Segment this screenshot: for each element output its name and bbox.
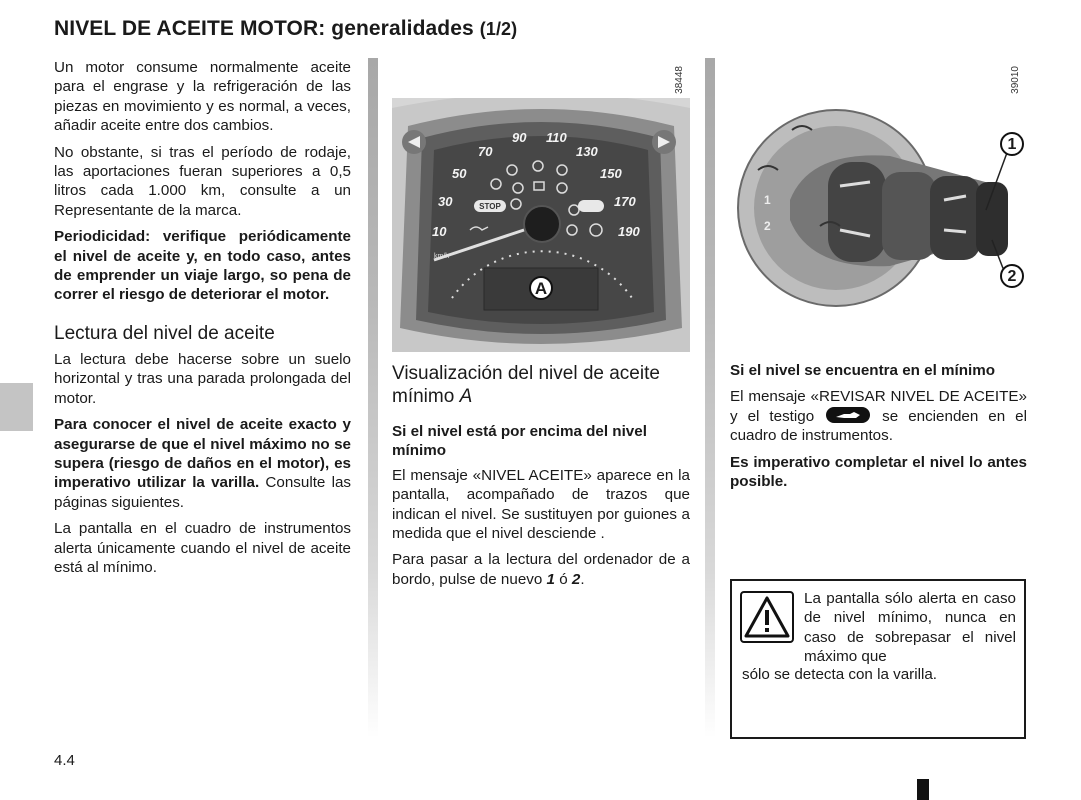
oil-warning-lamp-icon bbox=[826, 407, 870, 423]
speed-label: 10 bbox=[432, 224, 447, 239]
stop-lamp-label: STOP bbox=[479, 202, 501, 211]
lever-mark: 2 bbox=[764, 219, 771, 233]
visualizacion-heading: Visualización del nivel de aceite mínimo A bbox=[392, 363, 660, 407]
figure-id: 38448 bbox=[674, 66, 685, 94]
column-right bbox=[730, 361, 1027, 498]
varilla-paragraph: Para conocer el nivel de aceite exacto y asegurarse de que el nivel máximo no se supera (riesgo de daños en el motor), es imperativo utilizar la varilla. Consulte las páginas siguientes. bbox=[54, 416, 351, 511]
column-left bbox=[54, 58, 351, 584]
instrument-cluster-figure bbox=[392, 60, 690, 352]
speed-label: 70 bbox=[478, 144, 493, 159]
speed-label: 30 bbox=[438, 194, 453, 209]
at-minimum-subheading: Si el nivel se encuentra en el mínimo bbox=[730, 362, 996, 379]
speed-label: 110 bbox=[546, 130, 567, 145]
callout-2: 2 bbox=[1000, 264, 1024, 288]
column-separator-right bbox=[705, 58, 715, 738]
imperativo-paragraph: Es imperativo completar el nivel lo antes posible. bbox=[730, 453, 1027, 491]
speed-label: 50 bbox=[452, 166, 467, 181]
speed-label: 130 bbox=[576, 144, 598, 159]
intro-paragraph: Un motor consume normalmente aceite para el engrase y la refrigeración de las piezas en movimiento y es normal, a veces, añadir aceite entre dos cambios. bbox=[54, 59, 351, 135]
speedometer-illustration bbox=[392, 98, 690, 352]
chapter-tab bbox=[0, 383, 33, 431]
column-middle bbox=[392, 362, 690, 596]
page-number: 4.4 bbox=[54, 752, 75, 769]
callout-a: A bbox=[529, 276, 553, 300]
warning-text: La pantalla sólo alerta en caso de nivel mínimo, nunca en caso de sobrepasar el nivel máximo que bbox=[804, 590, 1016, 666]
ordenador-paragraph: Para pasar a la lectura del ordenador de a bordo, pulse de nuevo 1 ó 2. bbox=[392, 551, 690, 588]
lever-mark: 1 bbox=[764, 193, 771, 207]
speed-label: 150 bbox=[600, 166, 622, 181]
unit-label: km/h bbox=[434, 253, 450, 260]
periodicidad-paragraph: Periodicidad: verifique periódicamente el nivel de aceite y, en todo caso, antes de emprender un viaje largo, so pena de correr el riesgo de deteriorar el motor. bbox=[54, 228, 351, 304]
warning-text-continued: sólo se detecta con la varilla. bbox=[742, 666, 938, 683]
callout-1: 1 bbox=[1000, 132, 1024, 156]
speed-label: 90 bbox=[512, 130, 527, 145]
above-minimum-subheading: Si el nivel está por encima del nivel mínimo bbox=[392, 423, 647, 460]
rodaje-paragraph: No obstante, si tras el período de rodaje, las aportaciones fueran superiores a 0,5 litros cada 1.000 km, consulte a un Representante de la marca. bbox=[54, 143, 351, 219]
speed-label: 190 bbox=[618, 224, 640, 239]
column-separator-left bbox=[368, 58, 378, 738]
lectura-heading: Lectura del nivel de aceite bbox=[54, 322, 275, 344]
nivel-aceite-paragraph: El mensaje «NIVEL ACEITE» aparece en la pantalla, acompañado de trazos que indican el nivel. Se sustituyen por guiones a medida que el nivel desciende . bbox=[392, 466, 690, 543]
page-marker bbox=[917, 779, 929, 800]
revisar-paragraph: El mensaje «REVISAR NIVEL DE ACEITE» y el testigo se encienden en el cuadro de instrumentos. bbox=[730, 388, 1027, 445]
warning-box bbox=[730, 579, 1026, 739]
lectura-paragraph: La lectura debe hacerse sobre un suelo horizontal y tras una parada prolongada del motor. bbox=[54, 350, 351, 407]
stalk-illustration bbox=[730, 90, 1027, 320]
pantalla-paragraph: La pantalla en el cuadro de instrumentos alerta únicamente cuando el nivel de aceite está al mínimo. bbox=[54, 520, 351, 576]
speed-label: 170 bbox=[614, 194, 636, 209]
page-title: NIVEL DE ACEITE MOTOR: generalidades (1/2) bbox=[54, 17, 518, 40]
figure-id: 39010 bbox=[1010, 66, 1021, 94]
page-part: (1/2) bbox=[479, 19, 518, 39]
steering-stalk-figure bbox=[730, 60, 1027, 352]
warning-triangle-icon bbox=[740, 591, 794, 643]
